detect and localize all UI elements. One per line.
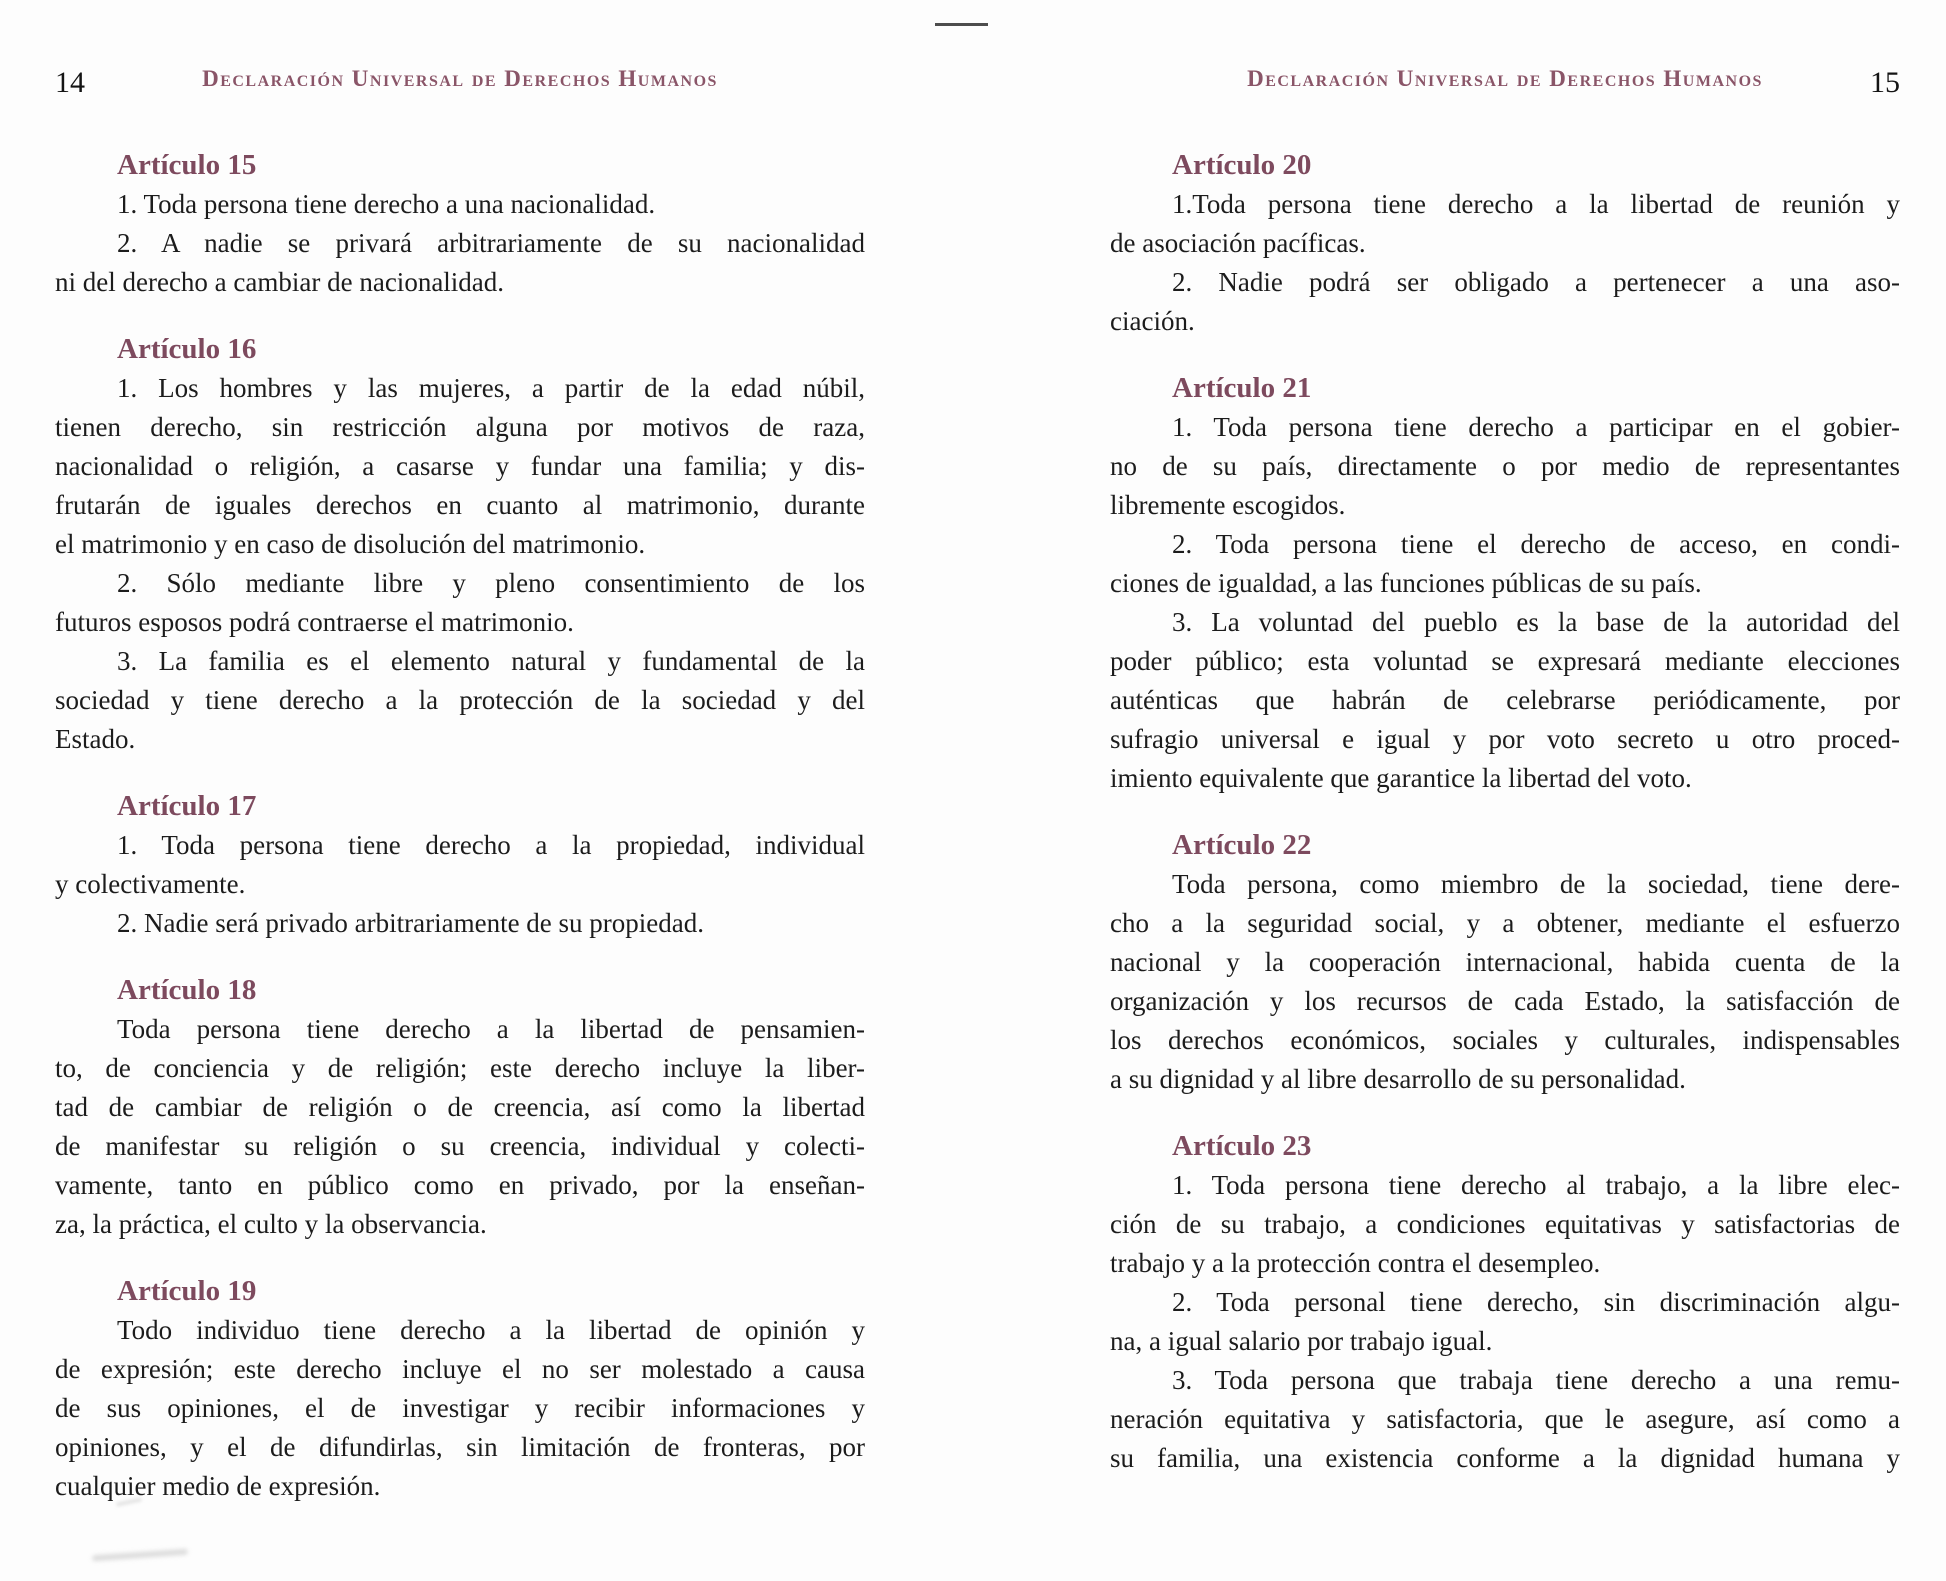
page-number: 14	[55, 66, 85, 99]
page-number: 15	[1870, 66, 1900, 99]
paragraph	[1110, 603, 1900, 798]
text-line: ciones de igualdad, a las funciones públicas de su país.	[1110, 568, 1702, 598]
text-line: 2. Nadie podrá ser obligado a pertenecer a una aso-	[1172, 267, 1900, 297]
text-line: 2. Sólo mediante libre y pleno consentimiento de los	[117, 568, 865, 598]
running-head	[55, 66, 865, 102]
text-line: de expresión; este derecho incluye el no ser molestado a causa	[55, 1354, 865, 1384]
paragraph	[55, 564, 865, 642]
text-line: los derechos económicos, sociales y culturales, indispensables	[1110, 1025, 1900, 1055]
paragraph	[55, 1010, 865, 1244]
article	[1110, 146, 1900, 341]
text-line: sociedad y tiene derecho a la protección de la sociedad y del	[55, 685, 865, 715]
paragraph	[1110, 1283, 1900, 1361]
text-line: trabajo y a la protección contra el desempleo.	[1110, 1248, 1601, 1278]
article	[1110, 1127, 1900, 1478]
text-line: cualquier medio de expresión.	[55, 1471, 381, 1501]
paragraph	[1110, 1361, 1900, 1478]
text-line: ni del derecho a cambiar de nacionalidad.	[55, 267, 505, 297]
text-line: neración equitativa y satisfactoria, que le asegure, así como a	[1110, 1404, 1900, 1434]
article	[1110, 369, 1900, 798]
paragraph	[55, 369, 865, 564]
text-line: ciación.	[1110, 306, 1195, 336]
text-line: za, la práctica, el culto y la observancia.	[55, 1209, 487, 1239]
article	[55, 146, 865, 302]
text-line: 2. Toda personal tiene derecho, sin discriminación algu-	[1172, 1287, 1900, 1317]
text-line: frutarán de iguales derechos en cuanto al matrimonio, durante	[55, 490, 865, 520]
paragraph	[1110, 185, 1900, 263]
article-title: Artículo 17	[117, 790, 257, 822]
article-title: Artículo 21	[1172, 372, 1312, 404]
running-header-title: Declaración Universal de Derechos Humanos	[202, 66, 718, 91]
text-line: vamente, tanto en público como en privado, por la enseñan-	[55, 1170, 865, 1200]
text-line: poder público; esta voluntad se expresará mediante elecciones	[1110, 646, 1900, 676]
text-line: y colectivamente.	[55, 869, 246, 899]
text-line: futuros esposos podrá contraerse el matrimonio.	[55, 607, 574, 637]
text-line: to, de conciencia y de religión; este derecho incluye la liber-	[55, 1053, 865, 1083]
text-line: su familia, una existencia conforme a la dignidad humana y	[1110, 1443, 1900, 1473]
paragraph	[55, 1311, 865, 1506]
text-line: imiento equivalente que garantice la libertad del voto.	[1110, 763, 1692, 793]
article-title: Artículo 23	[1172, 1130, 1312, 1162]
text-line: de asociación pacíficas.	[1110, 228, 1366, 258]
article	[55, 971, 865, 1244]
text-line: a su dignidad y al libre desarrollo de su personalidad.	[1110, 1064, 1686, 1094]
text-line: 3. La voluntad del pueblo es la base de la autoridad del	[1172, 607, 1900, 637]
text-line: de manifestar su religión o su creencia, individual y colecti-	[55, 1131, 865, 1161]
text-line: 2. A nadie se privará arbitrariamente de su nacionalidad	[117, 228, 865, 258]
text-line: 1. Los hombres y las mujeres, a partir de la edad núbil,	[117, 373, 865, 403]
paragraph	[1110, 865, 1900, 1099]
text-line: nacional y la cooperación internacional, habida cuenta de la	[1110, 947, 1900, 977]
text-line: organización y los recursos de cada Estado, la satisfacción de	[1110, 986, 1900, 1016]
article	[55, 787, 865, 943]
article	[55, 330, 865, 759]
paragraph	[1110, 525, 1900, 603]
running-header-title: Declaración Universal de Derechos Humanos	[1247, 66, 1763, 91]
text-line: de sus opiniones, el de investigar y recibir informaciones y	[55, 1393, 865, 1423]
text-line: 1. Toda persona tiene derecho a la propiedad, individual	[117, 830, 865, 860]
paragraph	[55, 904, 865, 943]
text-line: 1. Toda persona tiene derecho al trabajo, a la libre elec-	[1172, 1170, 1900, 1200]
scan-fold-mark	[935, 23, 988, 26]
article-title: Artículo 22	[1172, 829, 1312, 861]
text-line: opiniones, y el de difundirlas, sin limitación de fronteras, por	[55, 1432, 865, 1462]
text-line: 3. Toda persona que trabaja tiene derecho a una remu-	[1172, 1365, 1900, 1395]
text-line: no de su país, directamente o por medio de representantes	[1110, 451, 1900, 481]
text-line: Toda persona, como miembro de la sociedad, tiene dere-	[1172, 869, 1900, 899]
paragraph	[55, 224, 865, 302]
paragraph	[55, 185, 865, 224]
article-title: Artículo 16	[117, 333, 257, 365]
running-head	[1110, 66, 1900, 102]
text-line: tienen derecho, sin restricción alguna por motivos de raza,	[55, 412, 865, 442]
paragraph	[55, 642, 865, 759]
page-14	[55, 0, 865, 1581]
text-line: auténticas que habrán de celebrarse periódicamente, por	[1110, 685, 1900, 715]
article-title: Artículo 18	[117, 974, 257, 1006]
text-line: 2. Nadie será privado arbitrariamente de su propiedad.	[117, 908, 705, 938]
text-line: Toda persona tiene derecho a la libertad de pensamien-	[117, 1014, 865, 1044]
article-title: Artículo 19	[117, 1275, 257, 1307]
text-line: Todo individuo tiene derecho a la libertad de opinión y	[117, 1315, 865, 1345]
paragraph	[1110, 408, 1900, 525]
paragraph	[1110, 263, 1900, 341]
article	[55, 1272, 865, 1506]
article-title: Artículo 20	[1172, 149, 1312, 181]
text-line: nacionalidad o religión, a casarse y fundar una familia; y dis-	[55, 451, 865, 481]
articles	[1110, 146, 1900, 1478]
article	[1110, 826, 1900, 1099]
text-line: sufragio universal e igual y por voto secreto u otro proced-	[1110, 724, 1900, 754]
text-line: cho a la seguridad social, y a obtener, mediante el esfuerzo	[1110, 908, 1900, 938]
text-line: libremente escogidos.	[1110, 490, 1346, 520]
paragraph	[55, 826, 865, 904]
text-line: Estado.	[55, 724, 136, 754]
text-line: na, a igual salario por trabajo igual.	[1110, 1326, 1493, 1356]
text-line: 2. Toda persona tiene el derecho de acceso, en condi-	[1172, 529, 1900, 559]
text-line: 1.Toda persona tiene derecho a la libertad de reunión y	[1172, 189, 1900, 219]
text-line: ción de su trabajo, a condiciones equitativas y satisfactorias de	[1110, 1209, 1900, 1239]
article-title: Artículo 15	[117, 149, 257, 181]
page-15	[1110, 0, 1900, 1581]
text-line: tad de cambiar de religión o de creencia, así como la libertad	[55, 1092, 865, 1122]
articles	[55, 146, 865, 1506]
text-line: 1. Toda persona tiene derecho a una nacionalidad.	[117, 189, 656, 219]
text-line: 3. La familia es el elemento natural y fundamental de la	[117, 646, 865, 676]
text-line: 1. Toda persona tiene derecho a participar en el gobier-	[1172, 412, 1900, 442]
text-line: el matrimonio y en caso de disolución del matrimonio.	[55, 529, 646, 559]
paragraph	[1110, 1166, 1900, 1283]
